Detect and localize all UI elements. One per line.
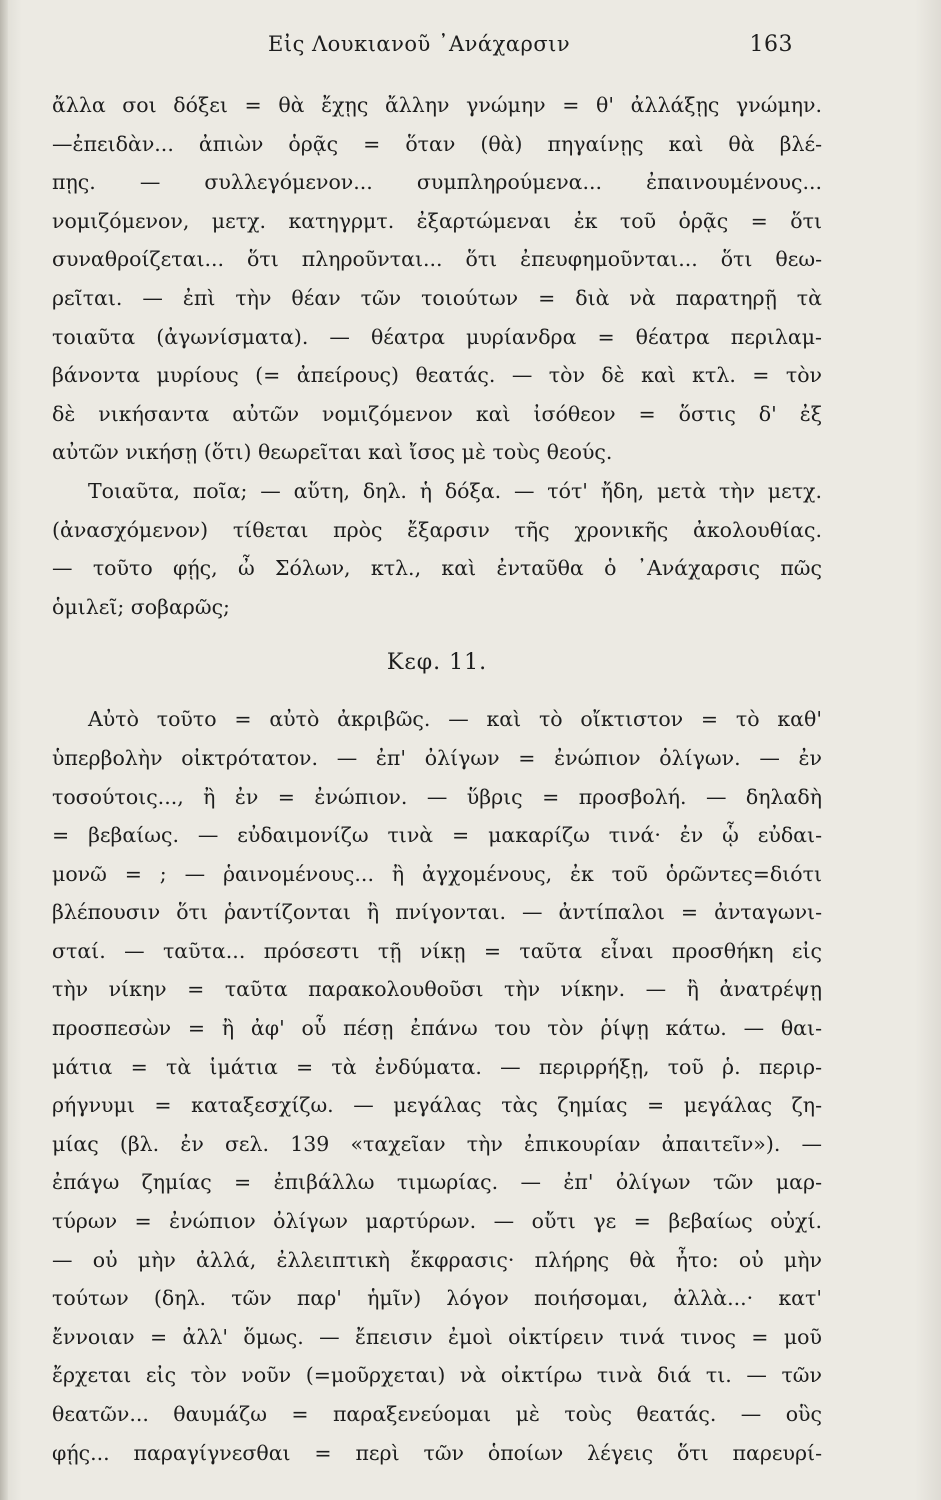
text-line: βλέπουσιν ὅτι ῥαντίζονται ἢ πνίγονται. — ἀντίπαλοι = ἀνταγωνι- bbox=[52, 900, 822, 925]
paragraph-1 bbox=[52, 86, 822, 472]
text-line: ρεῖται. — ἐπὶ τὴν θέαν τῶν τοιούτων = διὰ νὰ παρατηρῇ τὰ bbox=[52, 285, 822, 310]
running-header bbox=[0, 30, 941, 70]
text-line: — οὐ μὴν ἀλλά, ἐλλειπτικὴ ἔκφρασις· πλήρης θὰ ἦτο: οὐ μὴν bbox=[52, 1247, 822, 1272]
text-line: βάνοντα μυρίους (= ἀπείρους) θεατάς. — τὸν δὲ καὶ κτλ. = τὸν bbox=[52, 363, 822, 388]
text-line: ἔρχεται εἰς τὸν νοῦν (=μοῦρχεται) νὰ οἰκτίρω τινὰ διά τι. — τῶν bbox=[52, 1363, 822, 1388]
text-line: ἐπάγω ζημίας = ἐπιβάλλω τιμωρίας. — ἐπ' ὀλίγων τῶν μαρ- bbox=[52, 1170, 822, 1195]
text-line: μάτια = τὰ ἱμάτια = τὰ ἐνδύματα. — περιρρήξῃ, τοῦ ῥ. περιρ- bbox=[52, 1054, 822, 1079]
text-line: προσπεσὼν = ἢ ἀφ' οὗ πέσῃ ἐπάνω του τὸν ῥίψῃ κάτω. — θαι- bbox=[52, 1016, 822, 1041]
text-line: μίας (βλ. ἐν σελ. 139 «ταχεῖαν τὴν ἐπικουρίαν ἀπαιτεῖν»). — bbox=[52, 1131, 822, 1156]
text-line: τοσούτοις..., ἢ ἐν = ἐνώπιον. — ὕβρις = προσβολή. — δηλαδὴ bbox=[52, 784, 822, 809]
text-line: ἔννοιαν = ἀλλ' ὅμως. — ἔπεισιν ἐμοὶ οἰκτίρειν τινά τινος = μοῦ bbox=[52, 1324, 822, 1349]
text-line: = βεβαίως. — εὐδαιμονίζω τινὰ = μακαρίζω τινά· ἐν ᾧ εὐδαι- bbox=[52, 823, 822, 848]
chapter-heading: Κεφ. 11. bbox=[386, 650, 488, 676]
text-line: (ἀνασχόμενον) τίθεται πρὸς ἔξαρσιν τῆς χρονικῆς ἀκολουθίας. bbox=[52, 517, 822, 542]
paragraph-3 bbox=[52, 700, 822, 1472]
text-line: θεατῶν... θαυμάζω = παραξενεύομαι μὲ τοὺς θεατάς. — οὓς bbox=[52, 1402, 822, 1426]
text-line: συναθροίζεται... ὅτι πληροῦνται... ὅτι ἐπευφημοῦνται... ὅτι θεω- bbox=[52, 247, 822, 272]
text-line: τοιαῦτα (ἀγωνίσματα). — θέατρα μυρίανδρα = θέατρα περιλαμ- bbox=[52, 324, 822, 349]
text-line: —ἐπειδὰν... ἀπιὼν ὁρᾷς = ὅταν (θὰ) πηγαίνῃς καὶ θὰ βλέ- bbox=[52, 131, 822, 156]
text-line: σταί. — ταῦτα... πρόσεστι τῇ νίκῃ = ταῦτα εἶναι προσθήκη εἰς bbox=[52, 938, 822, 963]
text-line: τούτων (δηλ. τῶν παρ' ἡμῖν) λόγον ποιήσομαι, ἀλλὰ...· κατ' bbox=[52, 1286, 822, 1311]
page-number: 163 bbox=[749, 32, 793, 57]
running-title: Εἰς Λουκιανοῦ ᾿Ανάχαρσιν bbox=[268, 32, 571, 56]
text-line: Τοιαῦτα, ποῖα; — αὕτη, δηλ. ἡ δόξα. — τότ' ἤδη, μετὰ τὴν μετχ. bbox=[88, 478, 822, 503]
paragraph-2 bbox=[52, 472, 822, 626]
page-body bbox=[52, 86, 822, 1472]
text-line: μονῶ = ; — ῥαινομένους... ἢ ἀγχομένους, ἐκ τοῦ ὁρῶντες=διότι bbox=[52, 861, 822, 886]
text-line: ρήγνυμι = καταξεσχίζω. — μεγάλας τὰς ζημίας = μεγάλας ζη- bbox=[52, 1093, 822, 1118]
text-line: φῄς... παραγίγνεσθαι = περὶ τῶν ὁποίων λέγεις ὅτι παρευρί- bbox=[52, 1440, 822, 1465]
text-line: τὴν νίκην = ταῦτα παρακολουθοῦσι τὴν νίκην. — ἢ ἀνατρέψῃ bbox=[52, 977, 822, 1002]
text-line: αὐτῶν νικήσῃ (ὅτι) θεωρεῖται καὶ ἴσος μὲ τοὺς θεούς. bbox=[52, 440, 613, 465]
text-line: τύρων = ἐνώπιον ὀλίγων μαρτύρων. — οὔτι γε = βεβαίως οὐχί. bbox=[52, 1209, 822, 1234]
text-line: ὁμιλεῖ; σοβαρῶς; bbox=[52, 594, 230, 619]
text-line: πῃς. — συλλεγόμενον... συμπληρούμενα... ἐπαινουμένους... bbox=[52, 170, 822, 195]
text-line: ὑπερβολὴν οἰκτρότατον. — ἐπ' ὀλίγων = ἐνώπιον ὀλίγων. — ἐν bbox=[52, 745, 822, 770]
text-line: Αὐτὸ τοῦτο = αὐτὸ ἀκριβῶς. — καὶ τὸ οἴκτιστον = τὸ καθ' bbox=[88, 707, 822, 732]
text-line: — τοῦτο φῄς, ὦ Σόλων, κτλ., καὶ ἐνταῦθα ὁ ᾿Ανάχαρσις πῶς bbox=[52, 556, 822, 581]
text-line: δὲ νικήσαντα αὐτῶν νομιζόμενον καὶ ἰσόθεον = ὅστις δ' ἐξ bbox=[52, 401, 822, 426]
text-line: ἄλλα σοι δόξει = θὰ ἔχῃς ἄλλην γνώμην = θ' ἀλλάξῃς γνώμην. bbox=[52, 93, 822, 117]
text-line: νομιζόμενον, μετχ. κατηγρμτ. ἐξαρτώμεναι ἐκ τοῦ ὁρᾷς = ὅτι bbox=[52, 208, 822, 233]
page-gutter-shadow bbox=[0, 0, 8, 1500]
